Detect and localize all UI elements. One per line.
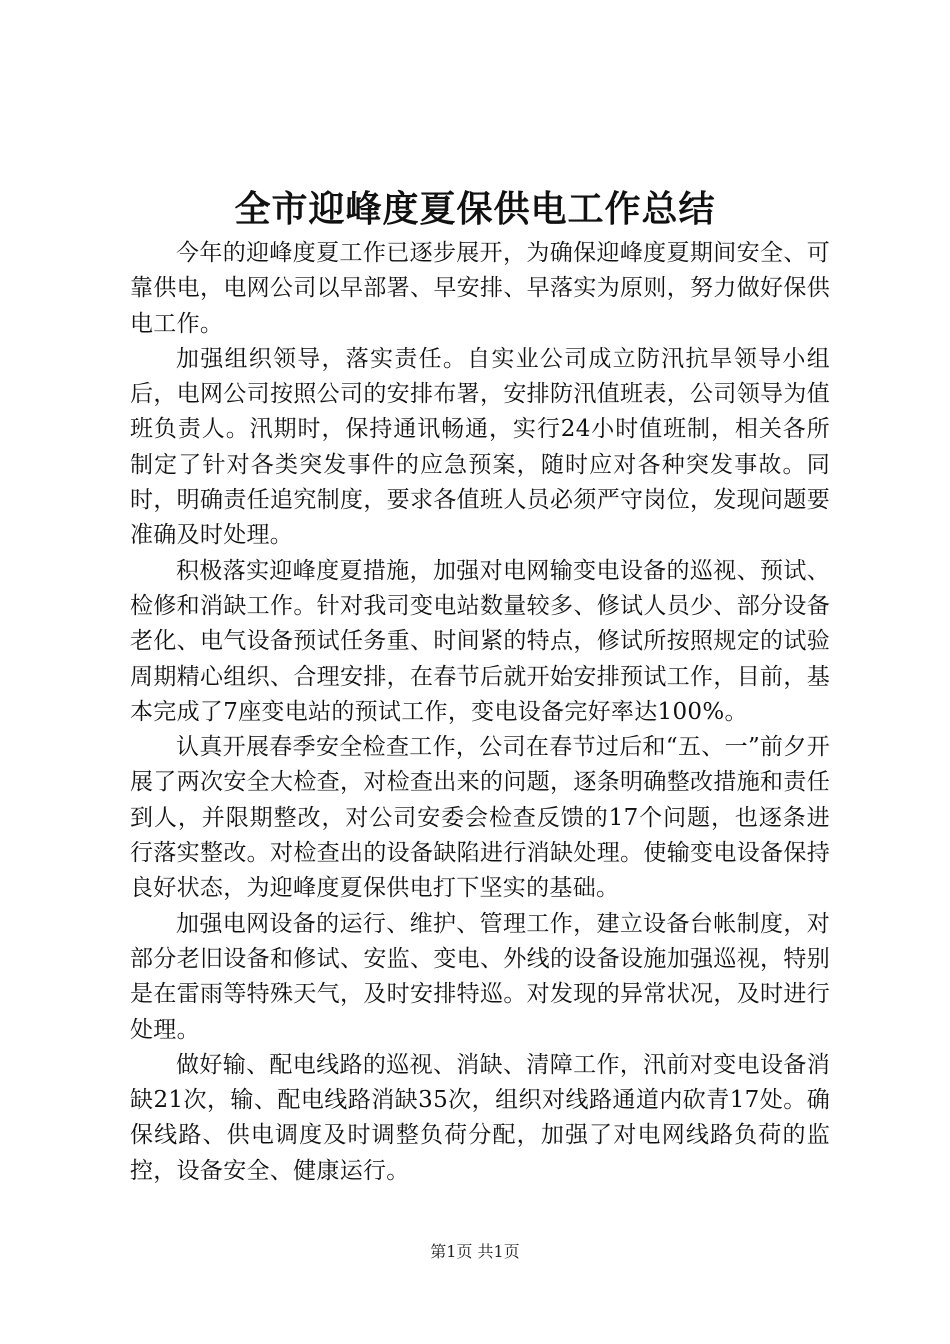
document-body bbox=[130, 236, 830, 1189]
document-title: 全市迎峰度夏保供电工作总结 bbox=[234, 188, 716, 230]
page-footer: 第1页 共1页 bbox=[430, 1242, 520, 1261]
paragraph-intro: 今年的迎峰度夏工作已逐步展开，为确保迎峰度夏期间安全、可靠供电，电网公司以早部署、早安排、早落实为原则，努力做好保供电工作。 bbox=[130, 240, 830, 337]
paragraph-line-maintenance: 做好输、配电线路的巡视、消缺、清障工作，汛前对变电设备消缺21次，输、配电线路消缺35次，组织对线路通道内砍青17处。确保线路、供电调度及时调整负荷分配，加强了对电网线路负荷的监控，设备安全、健康运行。 bbox=[130, 1051, 830, 1184]
paragraph-safety-inspection: 认真开展春季安全检查工作，公司在春节过后和“五、一”前夕开展了两次安全大检查，对检查出来的问题，逐条明确整改措施和责任到人，并限期整改，对公司安委会检查反馈的17个问题，也逐条进行落实整改。对检查出的设备缺陷进行消缺处理。使输变电设备保持良好状态，为迎峰度夏保供电打下坚实的基础。 bbox=[130, 734, 830, 902]
paragraph-equipment-management: 加强电网设备的运行、维护、管理工作，建立设备台帐制度，对部分老旧设备和修试、安监、变电、外线的设备设施加强巡视，特别是在雷雨等特殊天气，及时安排特巡。对发现的异常状况，及时进行处理。 bbox=[130, 910, 830, 1043]
paragraph-organization: 加强组织领导，落实责任。自实业公司成立防汛抗旱领导小组后，电网公司按照公司的安排布署，安排防汛值班表，公司领导为值班负责人。汛期时，保持通讯畅通，实行24小时值班制，相关各所制定了针对各类突发事件的应急预案，随时应对各种突发事故。同时，明确责任追究制度，要求各值班人员必须严守岗位，发现问题要准确及时处理。 bbox=[130, 345, 830, 549]
paragraph-measures: 积极落实迎峰度夏措施，加强对电网输变电设备的巡视、预试、检修和消缺工作。针对我司变电站数量较多、修试人员少、部分设备老化、电气设备预试任务重、时间紧的特点，修试所按照规定的试验周期精心组织、合理安排，在春节后就开始安排预试工作，目前，基本完成了7座变电站的预试工作，变电设备完好率达100%。 bbox=[130, 557, 830, 725]
